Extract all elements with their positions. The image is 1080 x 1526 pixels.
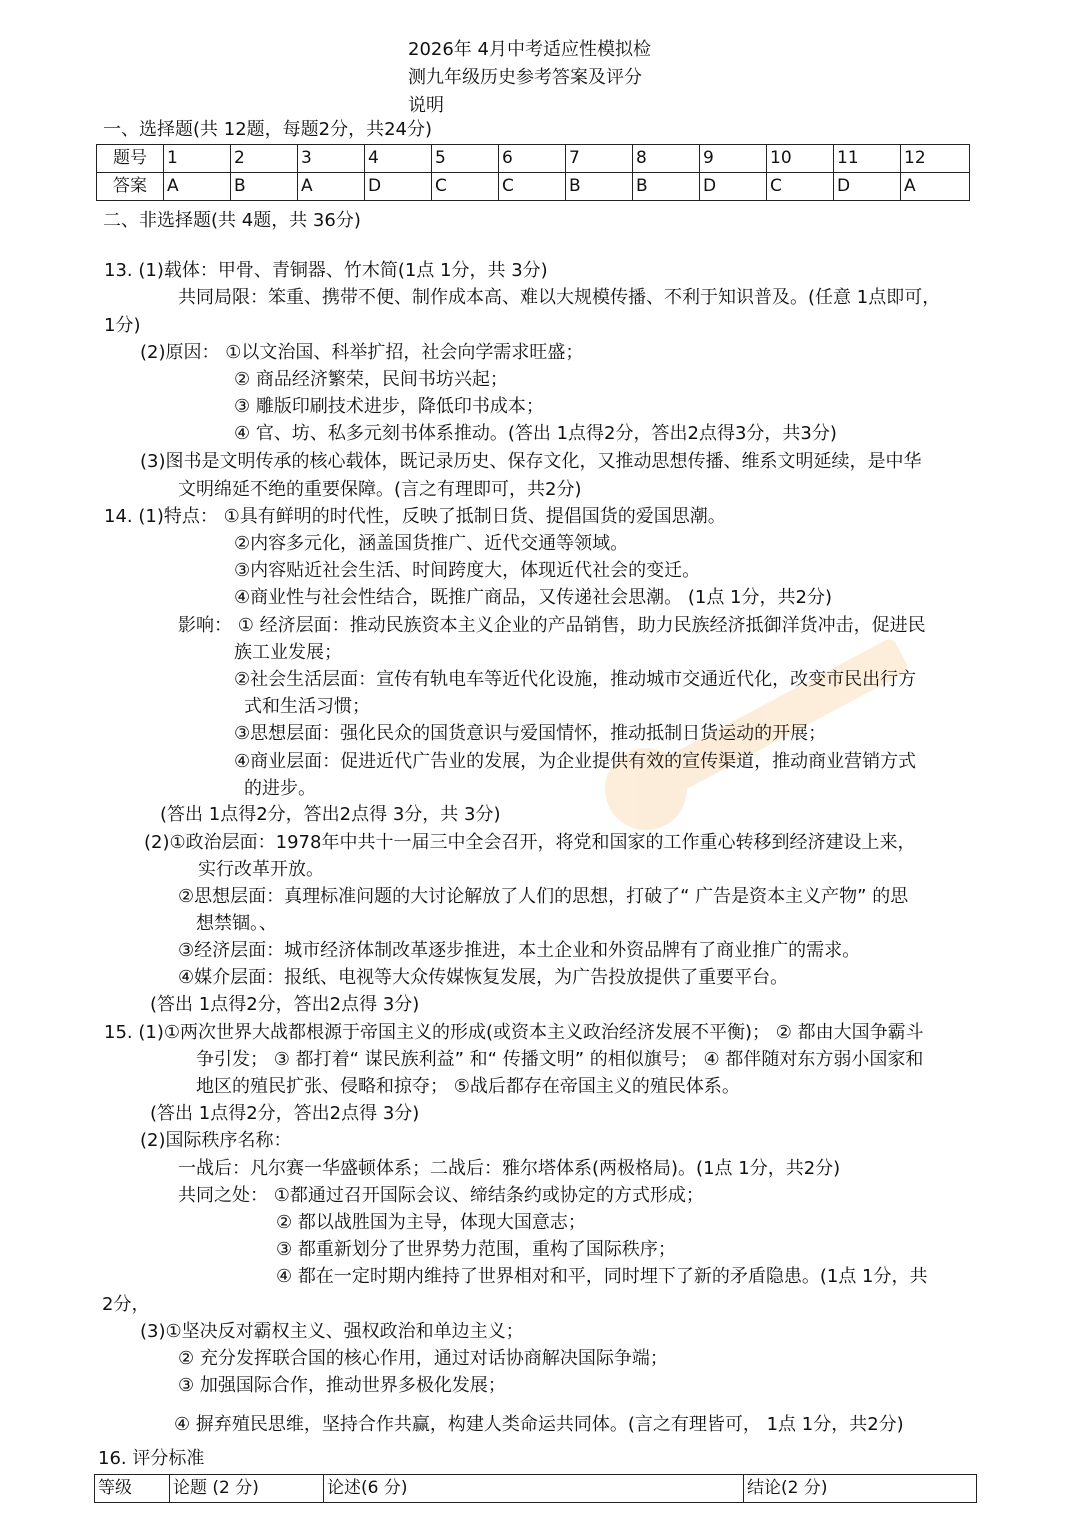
answer-line: (答出 1点得2分，答出2点得 3分，共 3分): [160, 804, 501, 825]
answer-cell: C: [432, 173, 499, 201]
answer-line: ③ 雕版印刷技术进步，降低印书成本；: [234, 396, 544, 417]
answer-line: ③ 都重新划分了世界势力范围，重构了国际秩序；: [276, 1239, 676, 1260]
answer-line: 1分): [104, 315, 141, 336]
answer-cell: B: [633, 173, 700, 201]
answer-cell: A: [901, 173, 970, 201]
answer-line: 2分，: [102, 1294, 150, 1315]
question-number-cell: 5: [432, 145, 499, 173]
answer-line: ②社会生活层面：宣传有轨电车等近代化设施，推动城市交通近代化，改变市民出行方: [234, 669, 917, 690]
answer-line: 想禁锢。、: [196, 913, 277, 934]
answer-line: ②内容多元化，涵盖国货推广、近代交通等领域。: [234, 533, 629, 554]
answer-line: ② 充分发挥联合国的核心作用，通过对话协商解决国际争端；: [178, 1348, 668, 1369]
answer-table-number-row: [97, 145, 970, 173]
answer-line: 共同之处： ①都通过召开国际会议、缔结条约或协定的方式形成；: [178, 1185, 704, 1206]
question-number-cell: 9: [700, 145, 767, 173]
answer-line: 13. (1)载体：甲骨、青铜器、竹木简(1点 1分，共 3分): [104, 260, 548, 281]
answer-line: 15. (1)①两次世界大战都根源于帝国主义的形成(或资本主义政治经济发展不平衡)； ② 都由大国争霸斗: [104, 1022, 924, 1043]
answer-line: ④ 都在一定时期内维持了世界相对和平，同时埋下了新的矛盾隐患。(1点 1分，共: [276, 1266, 928, 1287]
answer-cell: B: [231, 173, 298, 201]
question-number-cell: 4: [365, 145, 432, 173]
question-number-cell: 8: [633, 145, 700, 173]
answer-line: 式和生活习惯；: [244, 696, 370, 717]
answer-line: ④商业性与社会性结合，既推广商品，又传递社会思潮。 (1点 1分，共2分): [234, 587, 832, 608]
title-line-3: 说明: [408, 95, 444, 116]
answer-cell: A: [298, 173, 365, 201]
answer-line: (答出 1点得2分，答出2点得 3分): [150, 1103, 420, 1124]
answer-line: ③思想层面：强化民众的国货意识与爱国情怀，推动抵制日货运动的开展；: [234, 723, 827, 744]
answer-table: [96, 144, 970, 201]
answer-cell: D: [700, 173, 767, 201]
answer-line: 族工业发展；: [234, 642, 342, 663]
title-line-2: 测九年级历史参考答案及评分: [408, 67, 642, 88]
section1-heading: 一、选择题(共 12题，每题2分，共24分): [103, 119, 433, 140]
question-number-cell: 7: [566, 145, 633, 173]
answer-line: ② 商品经济繁荣，民间书坊兴起；: [234, 369, 508, 390]
rubric-header-cell: 结论(2 分): [744, 1475, 977, 1503]
rubric-header-cell: 等级: [95, 1475, 170, 1503]
row-label-answers: 答案: [97, 173, 164, 201]
answer-line: ③ 加强国际合作，推动世界多极化发展；: [178, 1375, 506, 1396]
rubric-header-cell: 论述(6 分): [324, 1475, 744, 1503]
rubric-header-row: [95, 1475, 977, 1503]
answer-line: (答出 1点得2分，答出2点得 3分): [150, 994, 420, 1015]
answer-line: 影响： ① 经济层面：推动民族资本主义企业的产品销售，助力民族经济抵御洋货冲击，促进民: [178, 615, 926, 636]
answer-cell: C: [499, 173, 566, 201]
answer-cell: B: [566, 173, 633, 201]
answer-line: (2)国际秩序名称：: [140, 1130, 292, 1151]
answer-table-answer-row: [97, 173, 970, 201]
answer-line: ④媒介层面：报纸、电视等大众传媒恢复发展，为广告投放提供了重要平台。: [178, 967, 789, 988]
answer-line: 16. 评分标准: [98, 1448, 205, 1469]
answer-line: 一战后：凡尔赛一华盛顿体系；二战后：雅尔塔体系(两极格局)。(1点 1分，共2分): [178, 1158, 841, 1179]
question-number-cell: 11: [834, 145, 901, 173]
answer-line: ④ 摒弃殖民思维，坚持合作共赢，构建人类命运共同体。(言之有理皆可， 1点 1分，共2分): [174, 1414, 904, 1435]
answer-line: 共同局限：笨重、携带不便、制作成本高、难以大规模传播、不利于知识普及。(任意 1点即可，: [178, 287, 941, 308]
answer-line: (2)原因： ①以文治国、科举扩招，社会向学需求旺盛；: [140, 342, 584, 363]
row-label-numbers: 题号: [97, 145, 164, 173]
answer-cell: C: [767, 173, 834, 201]
answer-line: 14. (1)特点： ①具有鲜明的时代性，反映了抵制日货、提倡国货的爱国思潮。: [104, 506, 726, 527]
answer-line: (2)①政治层面：1978年中共十一届三中全会召开，将党和国家的工作重心转移到经济建设上来，: [144, 832, 916, 853]
answer-line: ②思想层面：真理标准问题的大讨论解放了人们的思想，打破了“ 广告是资本主义产物” 的思: [178, 886, 909, 907]
answer-line: 争引发； ③ 都打着“ 谋民族利益” 和“ 传播文明” 的相似旗号； ④ 都伴随对东方弱小国家和: [196, 1049, 924, 1070]
answer-line: ④ 官、坊、私多元刻书体系推动。(答出 1点得2分，答出2点得3分，共3分): [234, 423, 837, 444]
question-number-cell: 3: [298, 145, 365, 173]
title-line-1: 2026年 4月中考适应性模拟检: [408, 39, 651, 60]
question-number-cell: 12: [901, 145, 970, 173]
answer-line: ④商业层面：促进近代广告业的发展，为企业提供有效的宣传渠道，推动商业营销方式: [234, 751, 917, 772]
rubric-header-cell: 论题 (2 分): [170, 1475, 324, 1503]
question-number-cell: 6: [499, 145, 566, 173]
answer-line: 实行改革开放。: [198, 859, 324, 880]
answer-cell: D: [365, 173, 432, 201]
answer-line: (3)①坚决反对霸权主义、强权政治和单边主义；: [140, 1321, 524, 1342]
answer-line: (3)图书是文明传承的核心载体，既记录历史、保存文化，又推动思想传播、维系文明延续，是中华: [140, 451, 922, 472]
answer-cell: A: [164, 173, 231, 201]
question-number-cell: 10: [767, 145, 834, 173]
answer-line: ③内容贴近社会生活、时间跨度大，体现近代社会的变迁。: [234, 560, 701, 581]
question-number-cell: 1: [164, 145, 231, 173]
answer-line: ③经济层面：城市经济体制改革逐步推进，本土企业和外资品牌有了商业推广的需求。: [178, 940, 861, 961]
rubric-table: [94, 1474, 977, 1503]
answer-line: 的进步。: [244, 778, 316, 799]
section2-heading: 二、非选择题(共 4题，共 36分): [103, 210, 361, 231]
answer-line: 文明绵延不绝的重要保障。(言之有理即可，共2分): [178, 479, 582, 500]
question-number-cell: 2: [231, 145, 298, 173]
answer-line: ② 都以战胜国为主导，体现大国意志；: [276, 1212, 586, 1233]
answer-cell: D: [834, 173, 901, 201]
answer-line: 地区的殖民扩张、侵略和掠夺； ⑤战后都存在帝国主义的殖民体系。: [196, 1076, 740, 1097]
